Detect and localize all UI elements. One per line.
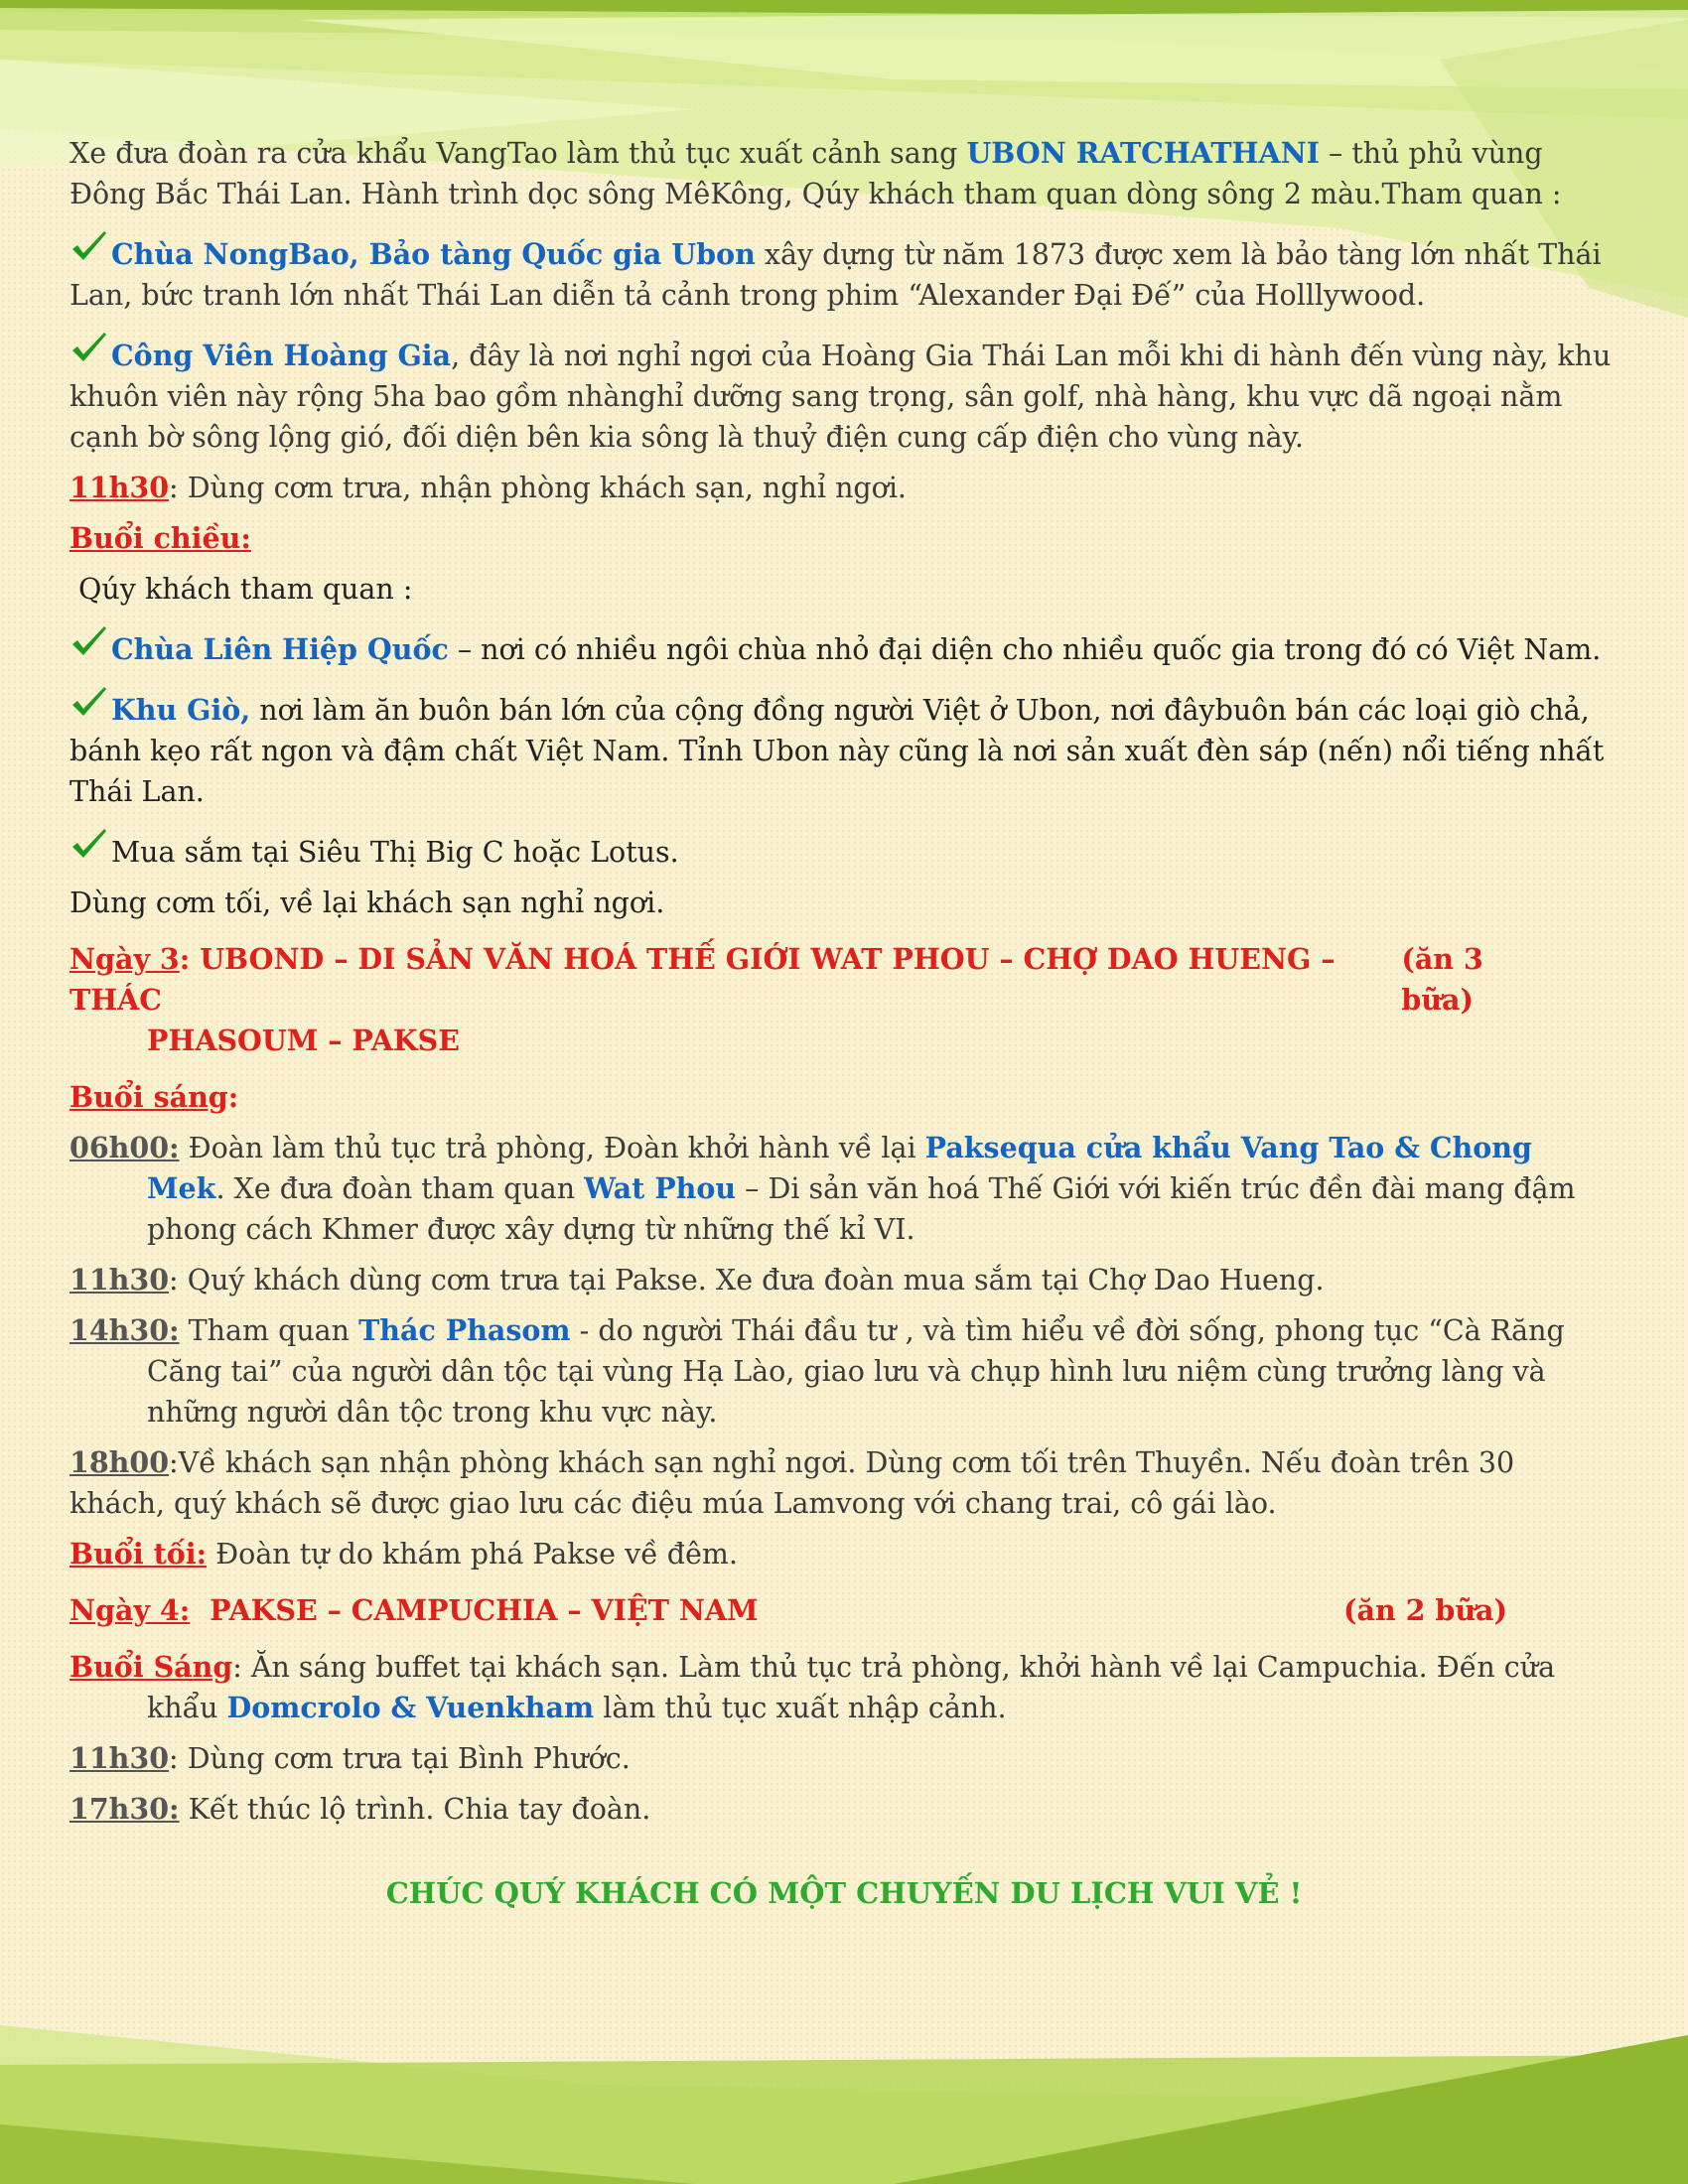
schedule-time: 17h30: <box>70 1792 180 1826</box>
day4-title: PAKSE – CAMPUCHIA – VIỆT NAM <box>190 1593 759 1627</box>
morning-label: Buổi sáng <box>70 1080 228 1114</box>
check-item-shopping <box>70 828 1618 873</box>
check-item-title: Khu Giò, <box>111 693 251 727</box>
closing-message: CHÚC QUÝ KHÁCH CÓ MỘT CHUYẾN DU LỊCH VUI VẺ ! <box>385 1876 1303 1910</box>
intro-text: Xe đưa đoàn ra cửa khẩu VangTao làm thủ tục xuất cảnh sang <box>70 137 967 170</box>
check-item-title: Chùa Liên Hiệp Quốc <box>111 632 449 666</box>
check-item-royal-park <box>70 332 1618 458</box>
day3-schedule-1130 <box>70 1260 1618 1300</box>
check-item-text: , đây là nơi nghỉ ngơi của Hoàng Gia Thái Lan mỗi khi di hành đến vùng này, khu khuôn viên này rộng 5ha bao gồm nhànghỉ dưỡng sang trọng, sân golf, nhà hàng, khu vực dã ngoại nằm cạnh bờ sông lộng gió, đối diện bên kia sông là thuỷ điện cung cấp điện cho vùng này. <box>70 340 1612 454</box>
schedule-text: :Về khách sạn nhận phòng khách sạn nghỉ ngơi. Dùng cơm tối trên Thuyền. Nếu đoàn trên 30 khách, quý khách sẽ được giao lưu các điệu múa Lamvong với chang trai, cô gái lào. <box>70 1446 1515 1520</box>
schedule-highlight-2: Wat Phou <box>584 1171 737 1205</box>
checkmark-icon <box>70 625 109 661</box>
schedule-text: Đoàn làm thủ tục trả phòng, Đoàn khởi hành về lại <box>179 1132 925 1164</box>
intro-paragraph <box>70 133 1618 214</box>
check-item-text: xây dựng từ năm 1873 được xem là bảo tàng lớn nhất Thái Lan, bức tranh lớn nhất Thái Lan diễn tả cảnh trong phim “Alexander Đại Đế” của Holllywood. <box>70 238 1602 312</box>
evening-text: Đoàn tự do khám phá Pakse về đêm. <box>207 1538 738 1570</box>
schedule-time: 06h00: <box>70 1131 180 1164</box>
afternoon-intro: Qúy khách tham quan : <box>70 573 413 606</box>
check-item-nongbao <box>70 230 1618 316</box>
day3-morning-label <box>70 1077 1618 1118</box>
schedule-time: 11h30 <box>70 1741 170 1775</box>
schedule-text: : Quý khách dùng cơm trưa tại Pakse. Xe đưa đoàn mua sắm tại Chợ Dao Hueng. <box>169 1264 1325 1297</box>
checkmark-icon <box>70 332 109 367</box>
intro-text-2: – thủ phủ vùng Đông Bắc Thái Lan. Hành trình dọc sông MêKông, Qúy khách tham quan dòng sông 2 màu.Tham quan : <box>70 137 1562 210</box>
day4-meals: (ăn 2 bữa) <box>1343 1593 1507 1627</box>
day3-title: : UBOND – DI SẢN VĂN HOÁ THẾ GIỚI WAT PHOU – CHỢ DAO HUENG – THÁC <box>70 942 1336 1017</box>
schedule-noon-lunch <box>70 468 1618 508</box>
schedule-text-2: làm thủ tục xuất nhập cảnh. <box>594 1692 1007 1724</box>
day3-schedule-1800 <box>70 1442 1618 1524</box>
schedule-text-3: – Di sản văn hoá Thế Giới với kiến trúc đền đài mang đậm phong cách Khmer được xây dựng từ những thế kỉ VI. <box>147 1172 1576 1246</box>
schedule-text: : Ăn sáng buffet tại khách sạn. Làm thủ tục trả phòng, khởi hành về lại Campuchia. Đến cửa khẩu <box>147 1651 1556 1724</box>
schedule-highlight: Paksequa cửa khẩu Vang Tao & Chong Mek <box>147 1131 1532 1205</box>
schedule-time: 14h30: <box>70 1313 180 1347</box>
day4-schedule-1130 <box>70 1738 1618 1779</box>
check-item-khu-gio <box>70 686 1618 812</box>
schedule-highlight: Domcrolo & Vuenkham <box>226 1691 595 1724</box>
schedule-text-2: - do người Thái đầu tư , và tìm hiểu về đời sống, phong tục “Cà Răng Căng tai” của người dân tộc tại vùng Hạ Lào, giao lưu và chụp hình lưu niệm cùng trưởng làng và những người dân tộc trong khu vực này. <box>147 1314 1565 1429</box>
check-item-text: – nơi có nhiều ngôi chùa nhỏ đại diện cho nhiều quốc gia trong đó có Việt Nam. <box>448 633 1602 666</box>
day3-title-line2: PHASOUM – PAKSE <box>147 1024 460 1057</box>
check-item-text: Mua sắm tại Siêu Thị Big C hoặc Lotus. <box>111 836 679 869</box>
day4-morning <box>70 1647 1618 1728</box>
schedule-time: 11h30 <box>70 1263 170 1297</box>
check-item-un-pagoda <box>70 625 1618 670</box>
day4-heading <box>70 1590 1618 1631</box>
schedule-text: Kết thúc lộ trình. Chia tay đoàn. <box>179 1793 651 1826</box>
afternoon-label: Buổi chiều: <box>70 521 251 555</box>
check-item-title: Chùa NongBao, Bảo tàng Quốc gia Ubon <box>111 237 756 271</box>
schedule-text-2: . Xe đưa đoàn tham quan <box>215 1172 585 1205</box>
day3-schedule-0600 <box>70 1128 1618 1250</box>
day3-label: Ngày 3 <box>70 942 180 976</box>
schedule-text: : Dùng cơm trưa, nhận phòng khách sạn, nghỉ ngơi. <box>169 472 907 504</box>
day4-label: Ngày 4: <box>70 1593 191 1627</box>
checkmark-icon <box>70 686 109 722</box>
bottom-decorative-banner <box>0 2005 1688 2184</box>
check-item-text: nơi làm ăn buôn bán lớn của cộng đồng người Việt ở Ubon, nơi đâybuôn bán các loại giò chả, bánh kẹo rất ngon và đậm chất Việt Nam. Tỉnh Ubon này cũng là nơi sản xuất đèn sáp (nến) nổi tiếng nhất Thái Lan. <box>70 694 1605 808</box>
schedule-text: : Dùng cơm trưa tại Bình Phước. <box>169 1742 631 1775</box>
dinner-note: Dùng cơm tối, về lại khách sạn nghỉ ngơi. <box>70 887 665 919</box>
schedule-time: 18h00 <box>70 1445 170 1479</box>
morning-colon: : <box>227 1080 239 1114</box>
day3-heading <box>70 939 1618 1061</box>
day3-schedule-1430 <box>70 1310 1618 1433</box>
tour-itinerary <box>70 133 1618 1914</box>
evening-label: Buổi tối: <box>70 1537 208 1570</box>
check-item-title: Công Viên Hoàng Gia <box>111 339 452 372</box>
schedule-highlight: Thác Phasom <box>358 1313 571 1347</box>
checkmark-icon <box>70 230 109 266</box>
morning-label: Buổi Sáng <box>70 1650 233 1684</box>
day3-meals: (ăn 3 bữa) <box>1401 942 1483 1017</box>
schedule-text: Tham quan <box>179 1314 359 1347</box>
checkmark-icon <box>70 828 109 864</box>
day3-evening <box>70 1534 1618 1574</box>
schedule-time: 11h30 <box>70 471 170 504</box>
day4-schedule-1730 <box>70 1789 1618 1830</box>
intro-destination: UBON RATCHATHANI <box>966 136 1320 170</box>
